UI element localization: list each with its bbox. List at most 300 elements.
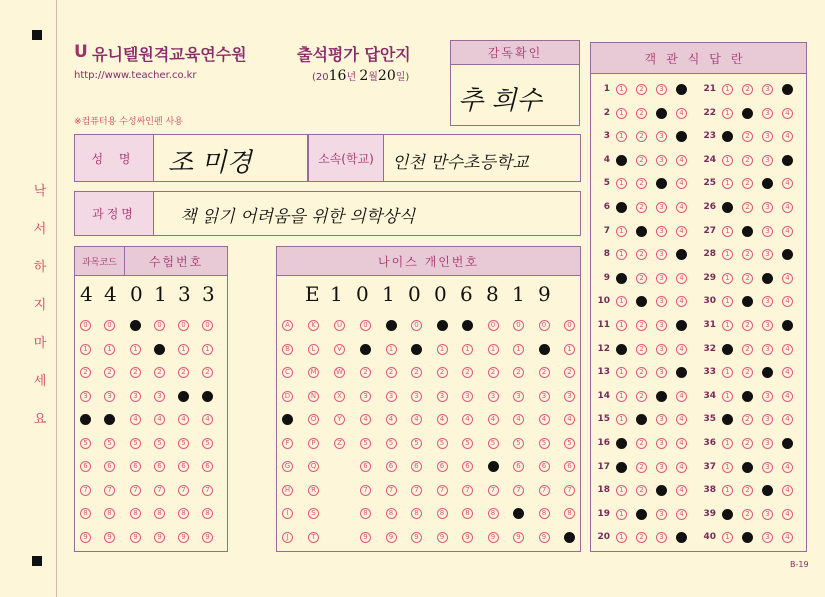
answer-bubble[interactable]: 4 bbox=[782, 532, 793, 543]
answer-bubble[interactable] bbox=[722, 344, 733, 355]
nice-bubble[interactable]: 8 bbox=[539, 508, 550, 519]
letter-bubble[interactable]: B bbox=[282, 344, 293, 355]
nice-bubble[interactable]: 3 bbox=[564, 391, 575, 402]
answer-bubble[interactable] bbox=[782, 155, 793, 166]
answer-bubble[interactable]: 1 bbox=[722, 367, 733, 378]
code-bubble[interactable]: 4 bbox=[202, 414, 213, 425]
nice-bubble[interactable] bbox=[539, 344, 550, 355]
nice-bubble[interactable] bbox=[462, 320, 473, 331]
answer-bubble[interactable]: 4 bbox=[676, 178, 687, 189]
answer-bubble[interactable] bbox=[616, 155, 627, 166]
code-bubble[interactable]: 6 bbox=[178, 461, 189, 472]
answer-bubble[interactable]: 3 bbox=[656, 509, 667, 520]
answer-bubble[interactable]: 4 bbox=[782, 509, 793, 520]
answer-bubble[interactable]: 1 bbox=[616, 320, 627, 331]
answer-bubble[interactable]: 2 bbox=[742, 178, 753, 189]
answer-bubble[interactable]: 3 bbox=[656, 532, 667, 543]
nice-bubble[interactable] bbox=[360, 344, 371, 355]
code-bubble[interactable]: 9 bbox=[178, 532, 189, 543]
letter-bubble[interactable]: C bbox=[282, 367, 293, 378]
answer-bubble[interactable] bbox=[742, 462, 753, 473]
code-bubble[interactable]: 5 bbox=[178, 438, 189, 449]
code-bubble[interactable]: 1 bbox=[80, 344, 91, 355]
answer-bubble[interactable]: 1 bbox=[616, 485, 627, 496]
nice-bubble[interactable]: 3 bbox=[411, 391, 422, 402]
answer-bubble[interactable]: 4 bbox=[676, 296, 687, 307]
nice-bubble[interactable]: 4 bbox=[411, 414, 422, 425]
answer-bubble[interactable]: 3 bbox=[656, 320, 667, 331]
nice-bubble[interactable]: 2 bbox=[386, 367, 397, 378]
nice-bubble[interactable]: 8 bbox=[462, 508, 473, 519]
answer-bubble[interactable]: 4 bbox=[782, 367, 793, 378]
answer-bubble[interactable]: 3 bbox=[656, 155, 667, 166]
answer-bubble[interactable]: 3 bbox=[762, 226, 773, 237]
code-bubble[interactable]: 7 bbox=[154, 485, 165, 496]
nice-bubble[interactable]: 4 bbox=[462, 414, 473, 425]
answer-bubble[interactable] bbox=[722, 509, 733, 520]
nice-bubble[interactable]: 8 bbox=[488, 508, 499, 519]
answer-bubble[interactable]: 4 bbox=[782, 178, 793, 189]
answer-bubble[interactable]: 4 bbox=[782, 202, 793, 213]
answer-bubble[interactable]: 2 bbox=[742, 485, 753, 496]
code-bubble[interactable]: 7 bbox=[202, 485, 213, 496]
answer-bubble[interactable] bbox=[742, 108, 753, 119]
answer-bubble[interactable]: 3 bbox=[762, 84, 773, 95]
nice-bubble[interactable]: 4 bbox=[564, 414, 575, 425]
answer-bubble[interactable] bbox=[636, 509, 647, 520]
nice-bubble[interactable]: 4 bbox=[488, 414, 499, 425]
answer-bubble[interactable]: 1 bbox=[616, 131, 627, 142]
letter-bubble[interactable]: H bbox=[282, 485, 293, 496]
answer-bubble[interactable]: 4 bbox=[676, 438, 687, 449]
nice-bubble[interactable]: 7 bbox=[513, 485, 524, 496]
nice-bubble[interactable]: 3 bbox=[437, 391, 448, 402]
letter-bubble[interactable]: Q bbox=[308, 461, 319, 472]
nice-bubble[interactable]: 5 bbox=[411, 438, 422, 449]
answer-bubble[interactable]: 3 bbox=[762, 532, 773, 543]
answer-bubble[interactable]: 1 bbox=[616, 178, 627, 189]
code-bubble[interactable]: 9 bbox=[80, 532, 91, 543]
letter-bubble[interactable]: F bbox=[282, 438, 293, 449]
nice-bubble[interactable]: 7 bbox=[564, 485, 575, 496]
answer-bubble[interactable]: 3 bbox=[656, 226, 667, 237]
answer-bubble[interactable]: 1 bbox=[616, 391, 627, 402]
letter-bubble[interactable]: V bbox=[334, 344, 345, 355]
answer-bubble[interactable] bbox=[782, 438, 793, 449]
nice-bubble[interactable]: 6 bbox=[360, 461, 371, 472]
answer-bubble[interactable]: 1 bbox=[616, 108, 627, 119]
answer-bubble[interactable]: 4 bbox=[676, 226, 687, 237]
answer-bubble[interactable]: 1 bbox=[722, 462, 733, 473]
nice-bubble[interactable]: 0 bbox=[513, 320, 524, 331]
code-bubble[interactable]: 9 bbox=[130, 532, 141, 543]
code-bubble[interactable]: 9 bbox=[202, 532, 213, 543]
nice-bubble[interactable] bbox=[411, 344, 422, 355]
answer-bubble[interactable] bbox=[656, 391, 667, 402]
answer-bubble[interactable]: 2 bbox=[742, 414, 753, 425]
answer-bubble[interactable]: 1 bbox=[722, 178, 733, 189]
answer-bubble[interactable]: 3 bbox=[762, 249, 773, 260]
nice-bubble[interactable]: 3 bbox=[539, 391, 550, 402]
nice-bubble[interactable]: 6 bbox=[539, 461, 550, 472]
code-bubble[interactable]: 1 bbox=[130, 344, 141, 355]
nice-bubble[interactable]: 5 bbox=[513, 438, 524, 449]
code-bubble[interactable]: 7 bbox=[104, 485, 115, 496]
answer-bubble[interactable]: 4 bbox=[782, 414, 793, 425]
code-bubble[interactable]: 4 bbox=[178, 414, 189, 425]
nice-bubble[interactable]: 2 bbox=[360, 367, 371, 378]
code-bubble[interactable]: 8 bbox=[80, 508, 91, 519]
nice-bubble[interactable]: 2 bbox=[513, 367, 524, 378]
code-bubble[interactable]: 1 bbox=[178, 344, 189, 355]
answer-bubble[interactable]: 1 bbox=[722, 320, 733, 331]
letter-bubble[interactable]: J bbox=[282, 532, 293, 543]
letter-bubble[interactable]: S bbox=[308, 508, 319, 519]
nice-bubble[interactable]: 2 bbox=[411, 367, 422, 378]
answer-bubble[interactable]: 2 bbox=[636, 178, 647, 189]
nice-bubble[interactable]: 3 bbox=[488, 391, 499, 402]
code-bubble[interactable] bbox=[80, 414, 91, 425]
nice-bubble[interactable]: 6 bbox=[386, 461, 397, 472]
code-bubble[interactable]: 6 bbox=[202, 461, 213, 472]
letter-bubble[interactable]: L bbox=[308, 344, 319, 355]
nice-bubble[interactable]: 8 bbox=[386, 508, 397, 519]
answer-bubble[interactable]: 3 bbox=[656, 84, 667, 95]
answer-bubble[interactable]: 2 bbox=[636, 320, 647, 331]
nice-bubble[interactable]: 9 bbox=[437, 532, 448, 543]
nice-bubble[interactable]: 5 bbox=[360, 438, 371, 449]
answer-bubble[interactable]: 3 bbox=[762, 202, 773, 213]
nice-bubble[interactable]: 1 bbox=[462, 344, 473, 355]
nice-bubble[interactable]: 9 bbox=[386, 532, 397, 543]
answer-bubble[interactable]: 3 bbox=[762, 296, 773, 307]
code-bubble[interactable]: 2 bbox=[80, 367, 91, 378]
answer-bubble[interactable]: 2 bbox=[742, 509, 753, 520]
answer-bubble[interactable]: 2 bbox=[742, 438, 753, 449]
code-bubble[interactable]: 5 bbox=[130, 438, 141, 449]
nice-bubble[interactable]: 7 bbox=[437, 485, 448, 496]
answer-bubble[interactable]: 1 bbox=[616, 226, 627, 237]
answer-bubble[interactable]: 2 bbox=[636, 84, 647, 95]
nice-bubble[interactable]: 8 bbox=[564, 508, 575, 519]
answer-bubble[interactable]: 4 bbox=[782, 296, 793, 307]
nice-bubble[interactable]: 4 bbox=[513, 414, 524, 425]
nice-bubble[interactable]: 0 bbox=[539, 320, 550, 331]
answer-bubble[interactable] bbox=[762, 273, 773, 284]
nice-bubble[interactable]: 2 bbox=[564, 367, 575, 378]
letter-bubble[interactable]: M bbox=[308, 367, 319, 378]
nice-bubble[interactable]: 3 bbox=[462, 391, 473, 402]
nice-bubble[interactable]: 2 bbox=[462, 367, 473, 378]
code-bubble[interactable]: 7 bbox=[130, 485, 141, 496]
answer-bubble[interactable]: 4 bbox=[676, 485, 687, 496]
answer-bubble[interactable]: 2 bbox=[636, 438, 647, 449]
code-bubble[interactable]: 0 bbox=[104, 320, 115, 331]
answer-bubble[interactable]: 4 bbox=[782, 344, 793, 355]
letter-bubble[interactable]: U bbox=[334, 320, 345, 331]
nice-bubble[interactable]: 1 bbox=[437, 344, 448, 355]
letter-bubble[interactable]: N bbox=[308, 391, 319, 402]
nice-bubble[interactable]: 0 bbox=[564, 320, 575, 331]
answer-bubble[interactable]: 4 bbox=[782, 273, 793, 284]
answer-bubble[interactable]: 4 bbox=[782, 131, 793, 142]
letter-bubble[interactable]: W bbox=[334, 367, 345, 378]
answer-bubble[interactable]: 2 bbox=[742, 84, 753, 95]
answer-bubble[interactable]: 1 bbox=[722, 532, 733, 543]
code-bubble[interactable]: 5 bbox=[154, 438, 165, 449]
answer-bubble[interactable]: 1 bbox=[616, 414, 627, 425]
answer-bubble[interactable]: 2 bbox=[742, 249, 753, 260]
answer-bubble[interactable]: 4 bbox=[782, 391, 793, 402]
nice-bubble[interactable]: 5 bbox=[488, 438, 499, 449]
nice-bubble[interactable]: 4 bbox=[360, 414, 371, 425]
answer-bubble[interactable]: 2 bbox=[636, 462, 647, 473]
nice-bubble[interactable]: 1 bbox=[513, 344, 524, 355]
nice-bubble[interactable]: 5 bbox=[462, 438, 473, 449]
answer-bubble[interactable]: 2 bbox=[636, 155, 647, 166]
answer-bubble[interactable]: 1 bbox=[722, 249, 733, 260]
answer-bubble[interactable]: 3 bbox=[656, 344, 667, 355]
nice-bubble[interactable]: 0 bbox=[360, 320, 371, 331]
nice-bubble[interactable]: 5 bbox=[564, 438, 575, 449]
nice-bubble[interactable]: 6 bbox=[564, 461, 575, 472]
nice-bubble[interactable]: 8 bbox=[360, 508, 371, 519]
nice-bubble[interactable]: 5 bbox=[437, 438, 448, 449]
letter-bubble[interactable]: O bbox=[308, 414, 319, 425]
letter-bubble[interactable] bbox=[282, 414, 293, 425]
code-bubble[interactable]: 3 bbox=[154, 391, 165, 402]
answer-bubble[interactable] bbox=[616, 462, 627, 473]
nice-bubble[interactable]: 7 bbox=[360, 485, 371, 496]
answer-bubble[interactable]: 4 bbox=[676, 414, 687, 425]
nice-bubble[interactable]: 9 bbox=[360, 532, 371, 543]
code-bubble[interactable] bbox=[104, 414, 115, 425]
code-bubble[interactable]: 2 bbox=[130, 367, 141, 378]
answer-bubble[interactable]: 1 bbox=[722, 108, 733, 119]
nice-bubble[interactable]: 8 bbox=[437, 508, 448, 519]
letter-bubble[interactable]: Y bbox=[334, 414, 345, 425]
nice-bubble[interactable] bbox=[513, 508, 524, 519]
answer-bubble[interactable]: 2 bbox=[742, 202, 753, 213]
nice-bubble[interactable]: 7 bbox=[539, 485, 550, 496]
answer-bubble[interactable]: 4 bbox=[676, 202, 687, 213]
answer-bubble[interactable]: 3 bbox=[762, 155, 773, 166]
letter-bubble[interactable]: K bbox=[308, 320, 319, 331]
nice-bubble[interactable]: 9 bbox=[462, 532, 473, 543]
code-bubble[interactable] bbox=[202, 391, 213, 402]
answer-bubble[interactable]: 3 bbox=[656, 273, 667, 284]
nice-bubble[interactable]: 1 bbox=[564, 344, 575, 355]
nice-bubble[interactable]: 5 bbox=[539, 438, 550, 449]
answer-bubble[interactable]: 1 bbox=[722, 391, 733, 402]
letter-bubble[interactable]: Z bbox=[334, 438, 345, 449]
code-bubble[interactable]: 7 bbox=[178, 485, 189, 496]
code-bubble[interactable]: 6 bbox=[130, 461, 141, 472]
nice-bubble[interactable]: 9 bbox=[488, 532, 499, 543]
answer-bubble[interactable]: 2 bbox=[742, 367, 753, 378]
code-bubble[interactable]: 1 bbox=[202, 344, 213, 355]
answer-bubble[interactable]: 1 bbox=[616, 296, 627, 307]
code-bubble[interactable]: 7 bbox=[80, 485, 91, 496]
nice-bubble[interactable]: 7 bbox=[411, 485, 422, 496]
code-bubble[interactable]: 8 bbox=[154, 508, 165, 519]
nice-bubble[interactable]: 0 bbox=[411, 320, 422, 331]
nice-bubble[interactable]: 4 bbox=[539, 414, 550, 425]
answer-bubble[interactable]: 3 bbox=[656, 131, 667, 142]
code-bubble[interactable]: 3 bbox=[80, 391, 91, 402]
code-bubble[interactable] bbox=[154, 344, 165, 355]
nice-bubble[interactable]: 9 bbox=[539, 532, 550, 543]
nice-bubble[interactable]: 3 bbox=[386, 391, 397, 402]
answer-bubble[interactable]: 3 bbox=[762, 438, 773, 449]
nice-bubble[interactable]: 6 bbox=[411, 461, 422, 472]
code-bubble[interactable]: 8 bbox=[104, 508, 115, 519]
answer-bubble[interactable]: 2 bbox=[636, 532, 647, 543]
nice-bubble[interactable]: 3 bbox=[360, 391, 371, 402]
code-bubble[interactable]: 5 bbox=[202, 438, 213, 449]
nice-bubble[interactable] bbox=[386, 320, 397, 331]
answer-bubble[interactable]: 2 bbox=[636, 344, 647, 355]
answer-bubble[interactable]: 1 bbox=[616, 509, 627, 520]
answer-bubble[interactable]: 1 bbox=[616, 367, 627, 378]
answer-bubble[interactable]: 3 bbox=[762, 462, 773, 473]
code-bubble[interactable] bbox=[178, 391, 189, 402]
nice-bubble[interactable]: 9 bbox=[513, 532, 524, 543]
code-bubble[interactable]: 0 bbox=[178, 320, 189, 331]
answer-bubble[interactable]: 2 bbox=[742, 273, 753, 284]
nice-bubble[interactable]: 2 bbox=[539, 367, 550, 378]
code-bubble[interactable]: 8 bbox=[202, 508, 213, 519]
answer-bubble[interactable]: 1 bbox=[722, 296, 733, 307]
answer-bubble[interactable]: 4 bbox=[782, 226, 793, 237]
code-bubble[interactable]: 4 bbox=[154, 414, 165, 425]
code-bubble[interactable]: 4 bbox=[130, 414, 141, 425]
nice-bubble[interactable] bbox=[488, 461, 499, 472]
answer-bubble[interactable] bbox=[616, 202, 627, 213]
answer-bubble[interactable]: 4 bbox=[782, 108, 793, 119]
answer-bubble[interactable]: 2 bbox=[636, 108, 647, 119]
answer-bubble[interactable]: 4 bbox=[676, 462, 687, 473]
answer-bubble[interactable]: 1 bbox=[616, 249, 627, 260]
nice-bubble[interactable] bbox=[437, 320, 448, 331]
nice-bubble[interactable]: 0 bbox=[488, 320, 499, 331]
answer-bubble[interactable] bbox=[616, 438, 627, 449]
answer-bubble[interactable]: 2 bbox=[742, 320, 753, 331]
answer-bubble[interactable]: 2 bbox=[636, 485, 647, 496]
answer-bubble[interactable]: 1 bbox=[722, 84, 733, 95]
letter-bubble[interactable]: D bbox=[282, 391, 293, 402]
answer-bubble[interactable]: 3 bbox=[656, 414, 667, 425]
answer-bubble[interactable]: 2 bbox=[742, 155, 753, 166]
answer-bubble[interactable]: 4 bbox=[782, 485, 793, 496]
answer-bubble[interactable]: 3 bbox=[656, 296, 667, 307]
answer-bubble[interactable] bbox=[636, 226, 647, 237]
answer-bubble[interactable] bbox=[742, 391, 753, 402]
answer-bubble[interactable]: 3 bbox=[656, 438, 667, 449]
letter-bubble[interactable]: T bbox=[308, 532, 319, 543]
nice-bubble[interactable]: 1 bbox=[386, 344, 397, 355]
answer-bubble[interactable]: 2 bbox=[636, 391, 647, 402]
nice-bubble[interactable]: 6 bbox=[437, 461, 448, 472]
nice-bubble[interactable]: 7 bbox=[386, 485, 397, 496]
answer-bubble[interactable] bbox=[782, 320, 793, 331]
code-bubble[interactable]: 3 bbox=[130, 391, 141, 402]
letter-bubble[interactable]: R bbox=[308, 485, 319, 496]
code-bubble[interactable]: 9 bbox=[154, 532, 165, 543]
answer-bubble[interactable]: 2 bbox=[636, 249, 647, 260]
answer-bubble[interactable]: 4 bbox=[782, 462, 793, 473]
answer-bubble[interactable]: 2 bbox=[636, 131, 647, 142]
nice-bubble[interactable]: 6 bbox=[462, 461, 473, 472]
answer-bubble[interactable]: 3 bbox=[656, 202, 667, 213]
code-bubble[interactable]: 6 bbox=[154, 461, 165, 472]
nice-bubble[interactable]: 4 bbox=[437, 414, 448, 425]
answer-bubble[interactable]: 1 bbox=[722, 273, 733, 284]
answer-bubble[interactable]: 1 bbox=[722, 438, 733, 449]
code-bubble[interactable]: 6 bbox=[80, 461, 91, 472]
answer-bubble[interactable]: 4 bbox=[676, 509, 687, 520]
answer-bubble[interactable] bbox=[782, 84, 793, 95]
code-bubble[interactable]: 3 bbox=[104, 391, 115, 402]
answer-bubble[interactable]: 1 bbox=[722, 226, 733, 237]
nice-bubble[interactable]: 7 bbox=[462, 485, 473, 496]
answer-bubble[interactable]: 4 bbox=[676, 273, 687, 284]
code-bubble[interactable]: 2 bbox=[104, 367, 115, 378]
nice-bubble[interactable]: 9 bbox=[411, 532, 422, 543]
code-bubble[interactable]: 0 bbox=[80, 320, 91, 331]
answer-bubble[interactable]: 3 bbox=[762, 320, 773, 331]
nice-bubble[interactable]: 7 bbox=[488, 485, 499, 496]
nice-bubble[interactable]: 1 bbox=[488, 344, 499, 355]
answer-bubble[interactable]: 3 bbox=[656, 462, 667, 473]
letter-bubble[interactable]: X bbox=[334, 391, 345, 402]
answer-bubble[interactable] bbox=[676, 84, 687, 95]
code-bubble[interactable]: 8 bbox=[178, 508, 189, 519]
answer-bubble[interactable]: 3 bbox=[656, 249, 667, 260]
answer-bubble[interactable]: 3 bbox=[762, 108, 773, 119]
answer-bubble[interactable] bbox=[616, 344, 627, 355]
letter-bubble[interactable]: G bbox=[282, 461, 293, 472]
code-bubble[interactable]: 9 bbox=[104, 532, 115, 543]
nice-bubble[interactable]: 5 bbox=[386, 438, 397, 449]
answer-bubble[interactable]: 1 bbox=[616, 532, 627, 543]
answer-bubble[interactable]: 3 bbox=[762, 391, 773, 402]
answer-bubble[interactable]: 3 bbox=[762, 414, 773, 425]
answer-bubble[interactable] bbox=[742, 226, 753, 237]
code-bubble[interactable]: 2 bbox=[202, 367, 213, 378]
answer-bubble[interactable]: 3 bbox=[762, 131, 773, 142]
code-bubble[interactable]: 2 bbox=[154, 367, 165, 378]
answer-bubble[interactable]: 3 bbox=[762, 344, 773, 355]
nice-bubble[interactable]: 2 bbox=[488, 367, 499, 378]
answer-bubble[interactable]: 2 bbox=[636, 273, 647, 284]
answer-bubble[interactable] bbox=[722, 202, 733, 213]
letter-bubble[interactable]: A bbox=[282, 320, 293, 331]
code-bubble[interactable]: 0 bbox=[154, 320, 165, 331]
answer-bubble[interactable]: 4 bbox=[676, 344, 687, 355]
answer-bubble[interactable]: 2 bbox=[636, 367, 647, 378]
answer-bubble[interactable] bbox=[676, 320, 687, 331]
code-bubble[interactable] bbox=[130, 320, 141, 331]
answer-bubble[interactable]: 4 bbox=[676, 108, 687, 119]
answer-bubble[interactable]: 3 bbox=[762, 509, 773, 520]
answer-bubble[interactable]: 1 bbox=[616, 84, 627, 95]
code-bubble[interactable]: 5 bbox=[104, 438, 115, 449]
letter-bubble[interactable]: I bbox=[282, 508, 293, 519]
letter-bubble[interactable]: P bbox=[308, 438, 319, 449]
nice-bubble[interactable]: 2 bbox=[437, 367, 448, 378]
answer-bubble[interactable] bbox=[616, 273, 627, 284]
